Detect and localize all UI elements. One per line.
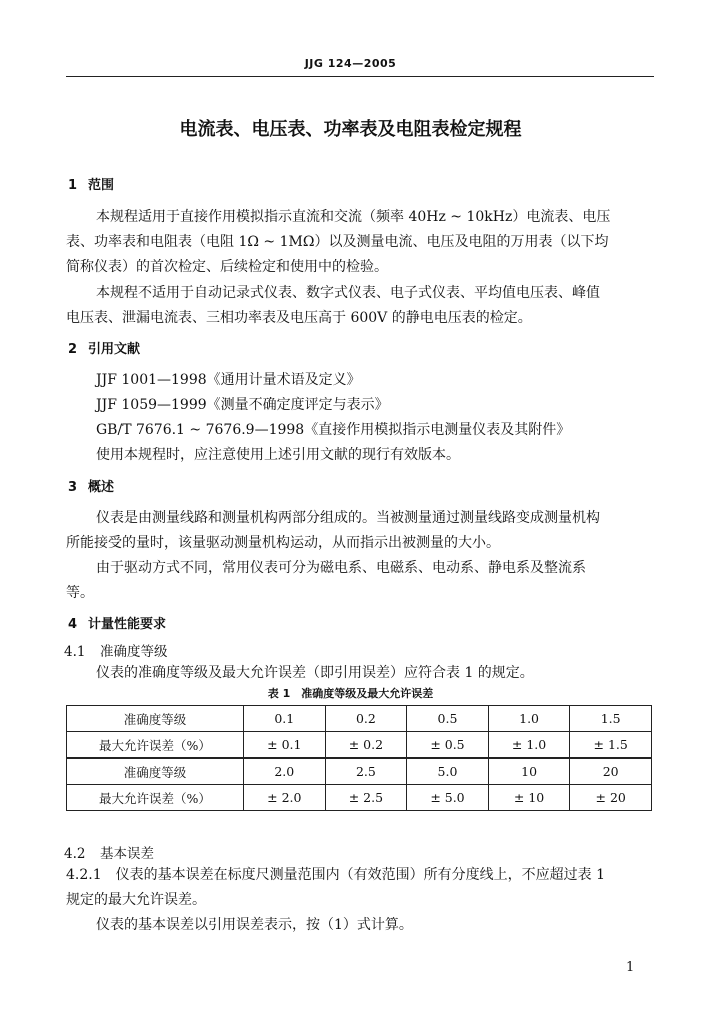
table-cell: 1.5 [570,706,652,732]
s421-line1: 4.2.1 仪表的基本误差在标度尺测量范围内（有效范围）所有分度线上，不应超过表 1 [66,867,605,883]
table-cell: ± 1.5 [570,732,652,759]
table-row-label: 最大允许误差（%） [67,785,244,811]
document-title: 电流表、电压表、功率表及电阻表检定规程 [179,119,522,140]
table-caption: 表 1 准确度等级及最大允许误差 [267,687,434,700]
subsection-4-2-heading: 4.2 基本误差 [64,846,154,862]
table-cell: ± 2.0 [244,785,326,811]
s1-p1-line1: 本规程适用于直接作用模拟指示直流和交流（频率 40Hz ~ 10kHz）电流表、电压 [96,209,611,225]
reference-note: 使用本规程时，应注意使用上述引用文献的现行有效版本。 [96,447,460,463]
table-row-label: 准确度等级 [67,758,244,785]
table-row [67,706,652,732]
subsection-4-1-heading: 4.1 准确度等级 [64,644,168,660]
table-cell: 0.2 [325,706,407,732]
table-cell: ± 0.2 [325,732,407,759]
s1-p1-line2: 表、功率表和电阻表（电阻 1Ω ~ 1MΩ）以及测量电流、电压及电阻的万用表（以下均 [66,234,609,250]
table-cell: 0.5 [407,706,489,732]
table-cell: ± 2.5 [325,785,407,811]
table-cell: 20 [570,758,652,785]
table-cell: 2.5 [325,758,407,785]
section-3-heading: 3 概述 [68,480,115,495]
header-rule [66,76,654,77]
s3-p2-line1: 由于驱动方式不同，常用仪表可分为磁电系、电磁系、电动系、静电系及整流系 [96,560,586,576]
s3-p2-line2: 等。 [66,585,94,601]
s421-line2: 规定的最大允许误差。 [66,892,206,908]
table-cell: ± 10 [488,785,570,811]
table-cell: 0.1 [244,706,326,732]
section-4-heading: 4 计量性能要求 [68,617,167,632]
document-code: JJG 124—2005 [304,57,397,70]
table-row-label: 准确度等级 [67,706,244,732]
table-row [67,758,652,785]
table-cell: ± 0.1 [244,732,326,759]
s421-p2: 仪表的基本误差以引用误差表示，按（1）式计算。 [96,917,413,933]
accuracy-table [66,705,652,811]
s3-p1-line2: 所能接受的量时，该量驱动测量机构运动，从而指示出被测量的大小。 [66,535,500,551]
table-cell: ± 5.0 [407,785,489,811]
s3-p1-line1: 仪表是由测量线路和测量机构两部分组成的。当被测量通过测量线路变成测量机构 [96,510,600,526]
table-row [67,785,652,811]
s41-text: 仪表的准确度等级及最大允许误差（即引用误差）应符合表 1 的规定。 [96,665,534,681]
table-cell: 5.0 [407,758,489,785]
s1-p2-line2: 电压表、泄漏电流表、三相功率表及电压高于 600V 的静电电压表的检定。 [66,310,532,326]
s1-p2-line1: 本规程不适用于自动记录式仪表、数字式仪表、电子式仪表、平均值电压表、峰值 [96,285,600,301]
table-row [67,732,652,759]
section-1-heading: 1 范围 [68,178,115,193]
table-cell: 2.0 [244,758,326,785]
s1-p1-line3: 简称仪表）的首次检定、后续检定和使用中的检验。 [66,259,388,275]
table-cell: 10 [488,758,570,785]
page-number: 1 [626,960,635,975]
section-2-heading: 2 引用文献 [68,342,141,357]
table-row-label: 最大允许误差（%） [67,732,244,759]
reference-item: JJF 1059—1999《测量不确定度评定与表示》 [96,397,389,413]
table-cell: ± 20 [570,785,652,811]
reference-item: GB/T 7676.1 ~ 7676.9—1998《直接作用模拟指示电测量仪表及其附件》 [96,422,571,438]
reference-item: JJF 1001—1998《通用计量术语及定义》 [96,372,361,388]
table-cell: ± 1.0 [488,732,570,759]
table-cell: ± 0.5 [407,732,489,759]
table-cell: 1.0 [488,706,570,732]
